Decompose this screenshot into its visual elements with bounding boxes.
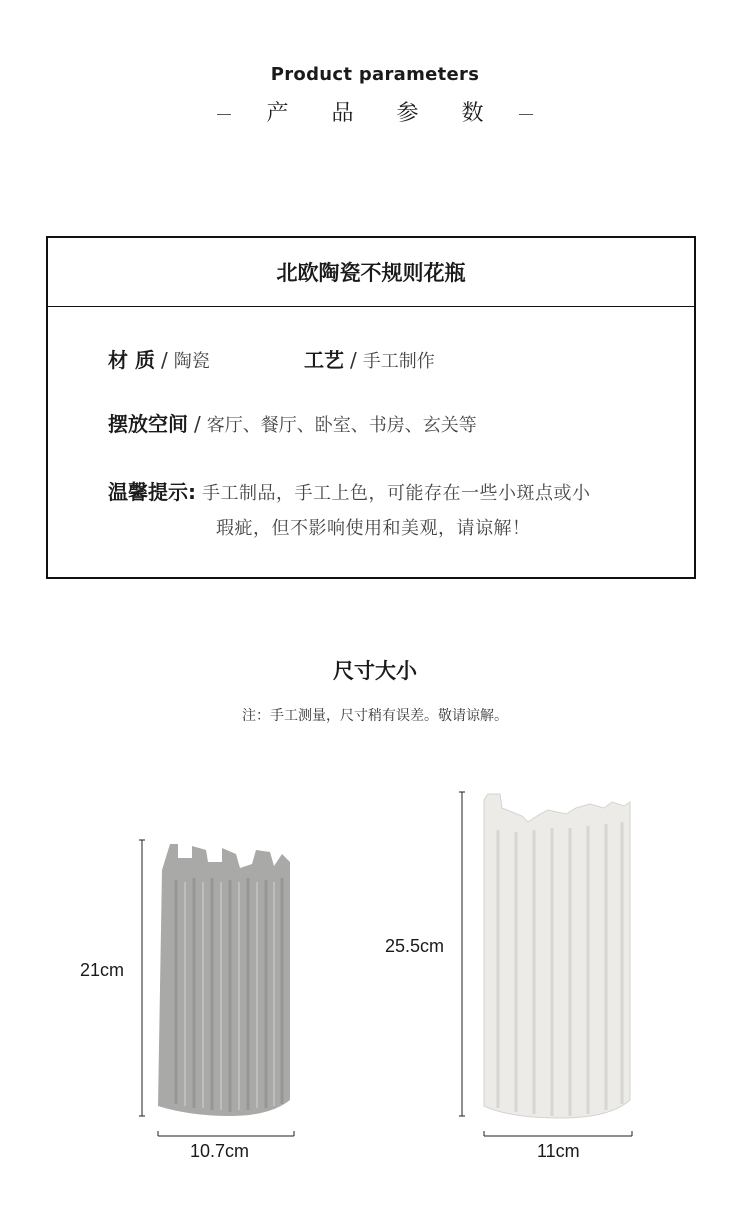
param-material-label: 材 质	[108, 348, 155, 372]
param-placement-value: 客厅、餐厅、卧室、书房、玄关等	[206, 415, 477, 436]
param-craft-value: 手工制作	[362, 351, 435, 372]
param-material-value: 陶瓷	[173, 351, 210, 372]
left-dash	[217, 114, 231, 115]
param-tip-line1: 手工制品，手工上色，可能存在一些小斑点或小	[202, 483, 591, 504]
param-craft-sep: /	[350, 348, 357, 372]
header-title-cn	[0, 96, 750, 127]
vase-large-width: 11cm	[537, 1141, 580, 1161]
size-title: 尺寸大小	[333, 659, 417, 683]
header-title-en: Product parameters	[270, 64, 480, 85]
parameter-box	[46, 236, 696, 579]
param-tip-label: 温馨提示:	[108, 480, 196, 504]
param-craft	[304, 344, 435, 373]
param-placement-sep: /	[194, 412, 201, 436]
vase-small-width: 10.7cm	[190, 1141, 250, 1161]
size-note: 注：手工测量，尺寸稍有误差。敬请谅解。	[242, 708, 508, 724]
vase-large-image	[484, 794, 630, 1118]
product-name: 北欧陶瓷不规则花瓶	[48, 238, 694, 307]
param-tip-line2: 瑕疵，但不影响使用和美观，请谅解！	[216, 518, 531, 539]
param-tip	[108, 476, 591, 505]
param-material-sep: /	[160, 348, 168, 372]
param-placement	[108, 408, 477, 437]
right-dash	[519, 114, 533, 115]
param-craft-label: 工艺	[304, 348, 344, 372]
param-placement-label: 摆放空间	[108, 412, 188, 436]
param-material	[108, 344, 210, 373]
vase-small-image	[158, 844, 290, 1116]
vase-small-height: 21cm	[80, 960, 125, 980]
header-title-cn-text: 产 品 参 数	[266, 101, 502, 126]
vase-large-height: 25.5cm	[385, 936, 445, 956]
